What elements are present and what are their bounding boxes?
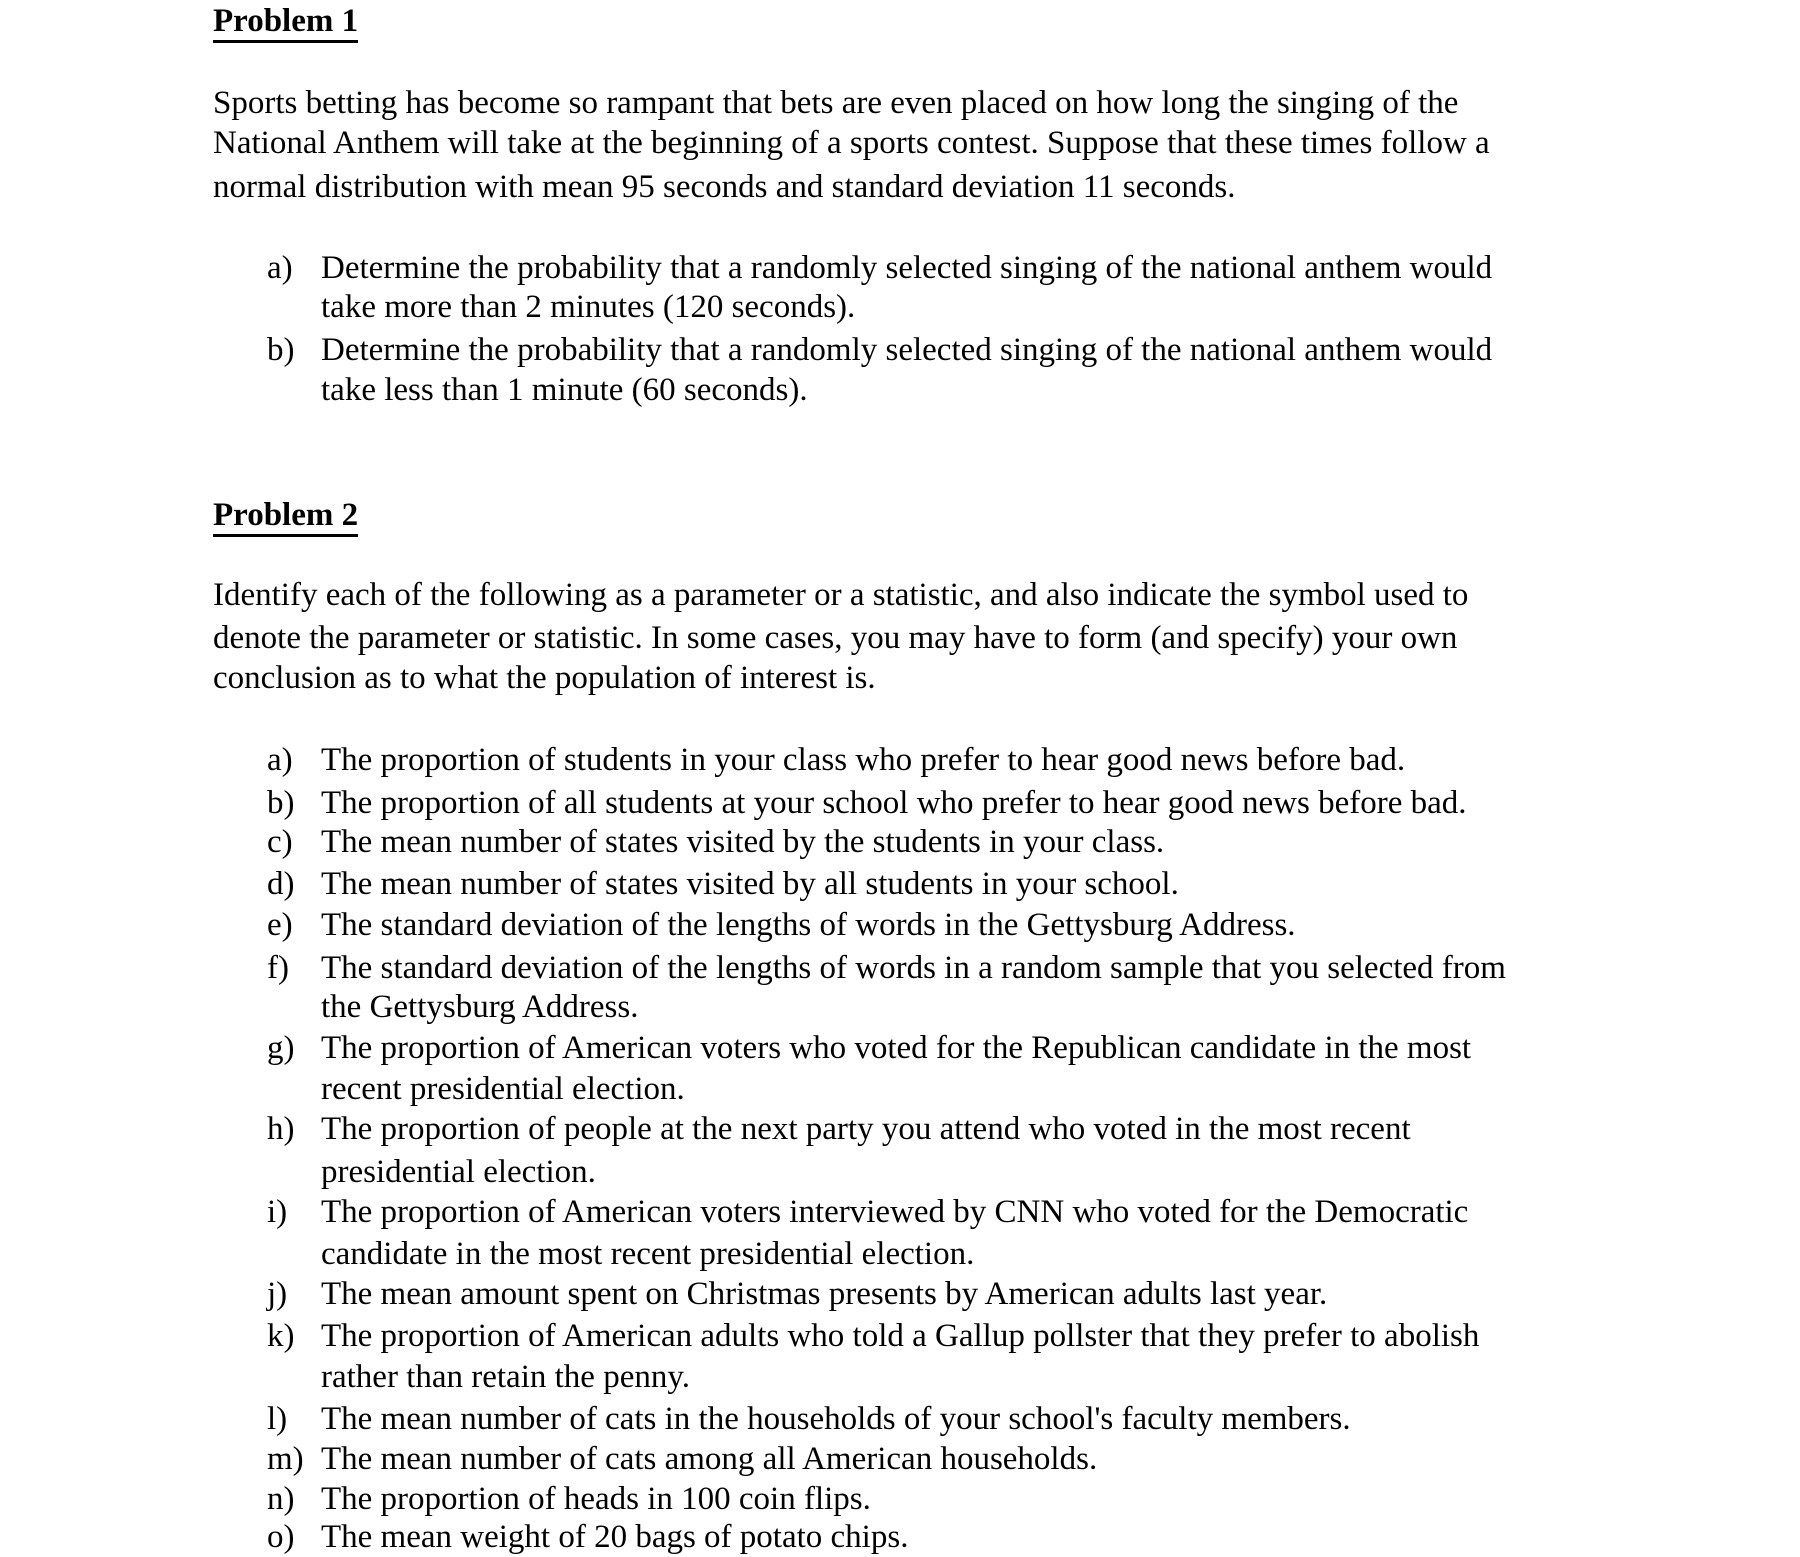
problem-2-item-text: The proportion of students in your class who prefer to hear good news before bad. xyxy=(321,742,1406,778)
problem-2-item-text: The mean amount spent on Christmas presents by American adults last year. xyxy=(321,1276,1328,1312)
item-label: l) xyxy=(267,1401,288,1437)
problem-2-item-text: The proportion of American adults who told a Gallup pollster that they prefer to abolish xyxy=(321,1318,1480,1354)
item-label: g) xyxy=(267,1030,295,1066)
problem-1-intro-line: normal distribution with mean 95 seconds and standard deviation 11 seconds. xyxy=(213,169,1236,205)
item-label: m) xyxy=(267,1441,304,1477)
problem-1-intro-line: National Anthem will take at the beginning of a sports contest. Suppose that these times follow a xyxy=(213,125,1490,161)
item-label: i) xyxy=(267,1194,288,1230)
problem-2-heading xyxy=(213,495,358,535)
problem-1-item-text: take less than 1 minute (60 seconds). xyxy=(321,372,808,408)
problem-2-item-text: The proportion of heads in 100 coin flips. xyxy=(321,1481,871,1517)
item-label: b) xyxy=(267,332,295,368)
problem-1-item-text: Determine the probability that a randomly selected singing of the national anthem would xyxy=(321,332,1493,368)
problem-2-item-text: presidential election. xyxy=(321,1154,596,1190)
problem-2-intro-line: conclusion as to what the population of interest is. xyxy=(213,660,876,696)
problem-2-item-text: The proportion of people at the next party you attend who voted in the most recent xyxy=(321,1111,1411,1147)
problem-1-item-text: take more than 2 minutes (120 seconds). xyxy=(321,289,856,325)
problem-2-item-text: The standard deviation of the lengths of words in a random sample that you selected from xyxy=(321,950,1506,986)
item-label: a) xyxy=(267,250,293,286)
problem-2-item-text: The proportion of all students at your school who prefer to hear good news before bad. xyxy=(321,785,1467,821)
problem-1-heading-text: Problem 1 xyxy=(213,3,358,43)
problem-2-intro-line: Identify each of the following as a parameter or a statistic, and also indicate the symbol used to xyxy=(213,577,1469,613)
problem-2-item-text: rather than retain the penny. xyxy=(321,1359,690,1395)
item-label: o) xyxy=(267,1519,295,1555)
problem-1-intro-line: Sports betting has become so rampant that bets are even placed on how long the singing of the xyxy=(213,85,1459,121)
problem-2-item-text: the Gettysburg Address. xyxy=(321,989,639,1025)
item-label: k) xyxy=(267,1318,295,1354)
item-label: d) xyxy=(267,866,295,902)
problem-1-heading xyxy=(213,1,358,41)
problem-2-intro-line: denote the parameter or statistic. In some cases, you may have to form (and specify) your own xyxy=(213,620,1458,656)
problem-2-item-text: The mean number of states visited by all students in your school. xyxy=(321,866,1179,902)
problem-2-heading-text: Problem 2 xyxy=(213,497,358,537)
problem-1-item-text: Determine the probability that a randomly selected singing of the national anthem would xyxy=(321,250,1493,286)
item-label: f) xyxy=(267,950,289,986)
item-label: c) xyxy=(267,824,293,860)
problem-2-item-text: candidate in the most recent presidential election. xyxy=(321,1236,975,1272)
problem-2-item-text: The proportion of American voters interviewed by CNN who voted for the Democratic xyxy=(321,1194,1469,1230)
item-label: a) xyxy=(267,742,293,778)
problem-2-item-text: The standard deviation of the lengths of words in the Gettysburg Address. xyxy=(321,907,1296,943)
problem-2-item-text: The mean number of cats among all American households. xyxy=(321,1441,1098,1477)
problem-2-item-text: The mean number of cats in the households of your school's faculty members. xyxy=(321,1401,1351,1437)
item-label: b) xyxy=(267,785,295,821)
item-label: h) xyxy=(267,1111,295,1147)
problem-2-item-text: The proportion of American voters who voted for the Republican candidate in the most xyxy=(321,1030,1472,1066)
item-label: n) xyxy=(267,1481,295,1517)
problem-2-item-text: The mean weight of 20 bags of potato chips. xyxy=(321,1519,909,1555)
problem-2-item-text: recent presidential election. xyxy=(321,1071,685,1107)
item-label: j) xyxy=(267,1276,288,1312)
item-label: e) xyxy=(267,907,293,943)
problem-2-item-text: The mean number of states visited by the students in your class. xyxy=(321,824,1165,860)
